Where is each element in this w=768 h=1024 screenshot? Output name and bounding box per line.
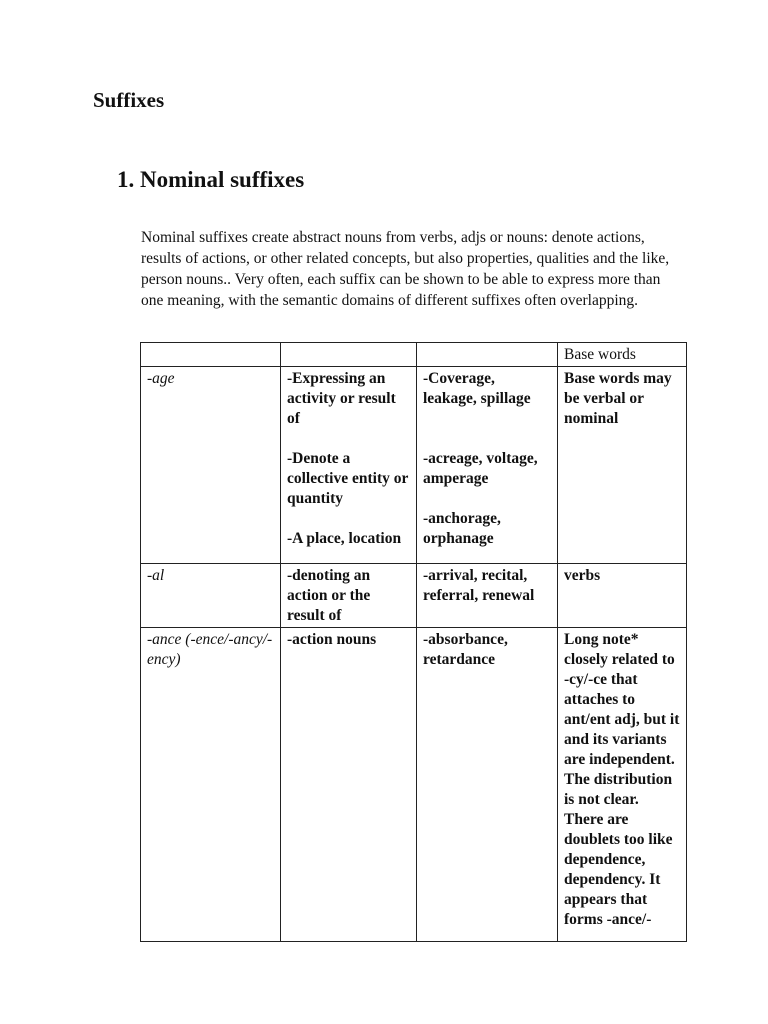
- examples-cell: -arrival, recital, referral, renewal: [417, 564, 558, 628]
- header-cell-2: [281, 343, 417, 367]
- base-cell: Base words may be verbal or nominal: [558, 367, 687, 564]
- table-row: [141, 628, 687, 942]
- meaning-cell: -denoting an action or the result of: [281, 564, 417, 628]
- suffix-cell: -al: [141, 564, 281, 628]
- meaning-text: -A place, location: [287, 530, 402, 547]
- meaning-text: -Expressing an activity or result of: [287, 370, 396, 427]
- suffix-cell: -ance (-ence/-ancy/-ency): [141, 628, 281, 942]
- base-note-text: Long note* closely related to -cy/-ce that attaches to ant/ent adj, but it and its variants are independent. The distribution is not clear. There are doublets too like dependence, dependency. It appears that forms -ance/-: [564, 631, 680, 928]
- section-heading: 1. Nominal suffixes: [117, 167, 305, 192]
- suffix-cell: -age: [141, 367, 281, 564]
- example-text: -Coverage, leakage, spillage: [423, 370, 531, 407]
- base-cell: verbs: [558, 564, 687, 628]
- examples-cell: -absorbance, retardance: [417, 628, 558, 942]
- example-text: -anchorage, orphanage: [423, 510, 501, 547]
- meaning-text: -Denote a collective entity or quantity: [287, 450, 409, 507]
- meaning-cell: [281, 367, 417, 564]
- examples-cell: [417, 367, 558, 564]
- header-cell-base-words: Base words: [558, 343, 687, 367]
- table-header-row: [141, 343, 687, 367]
- suffix-table: [140, 342, 687, 942]
- meaning-cell: -action nouns: [281, 628, 417, 942]
- header-cell-3: [417, 343, 558, 367]
- base-cell: [558, 628, 687, 942]
- table-row: [141, 564, 687, 628]
- example-text: -acreage, voltage, amperage: [423, 450, 538, 487]
- document-title: Suffixes: [93, 88, 165, 112]
- intro-paragraph: Nominal suffixes create abstract nouns from verbs, adjs or nouns: denote actions, results of actions, or other related concepts, but also properties, qualities and the like, person nouns.. Very often, each suffix can be shown to be able to express more than one meaning, with the semantic domains of different suffixes often overlapping.: [141, 229, 670, 309]
- header-cell-1: [141, 343, 281, 367]
- table-row: [141, 367, 687, 564]
